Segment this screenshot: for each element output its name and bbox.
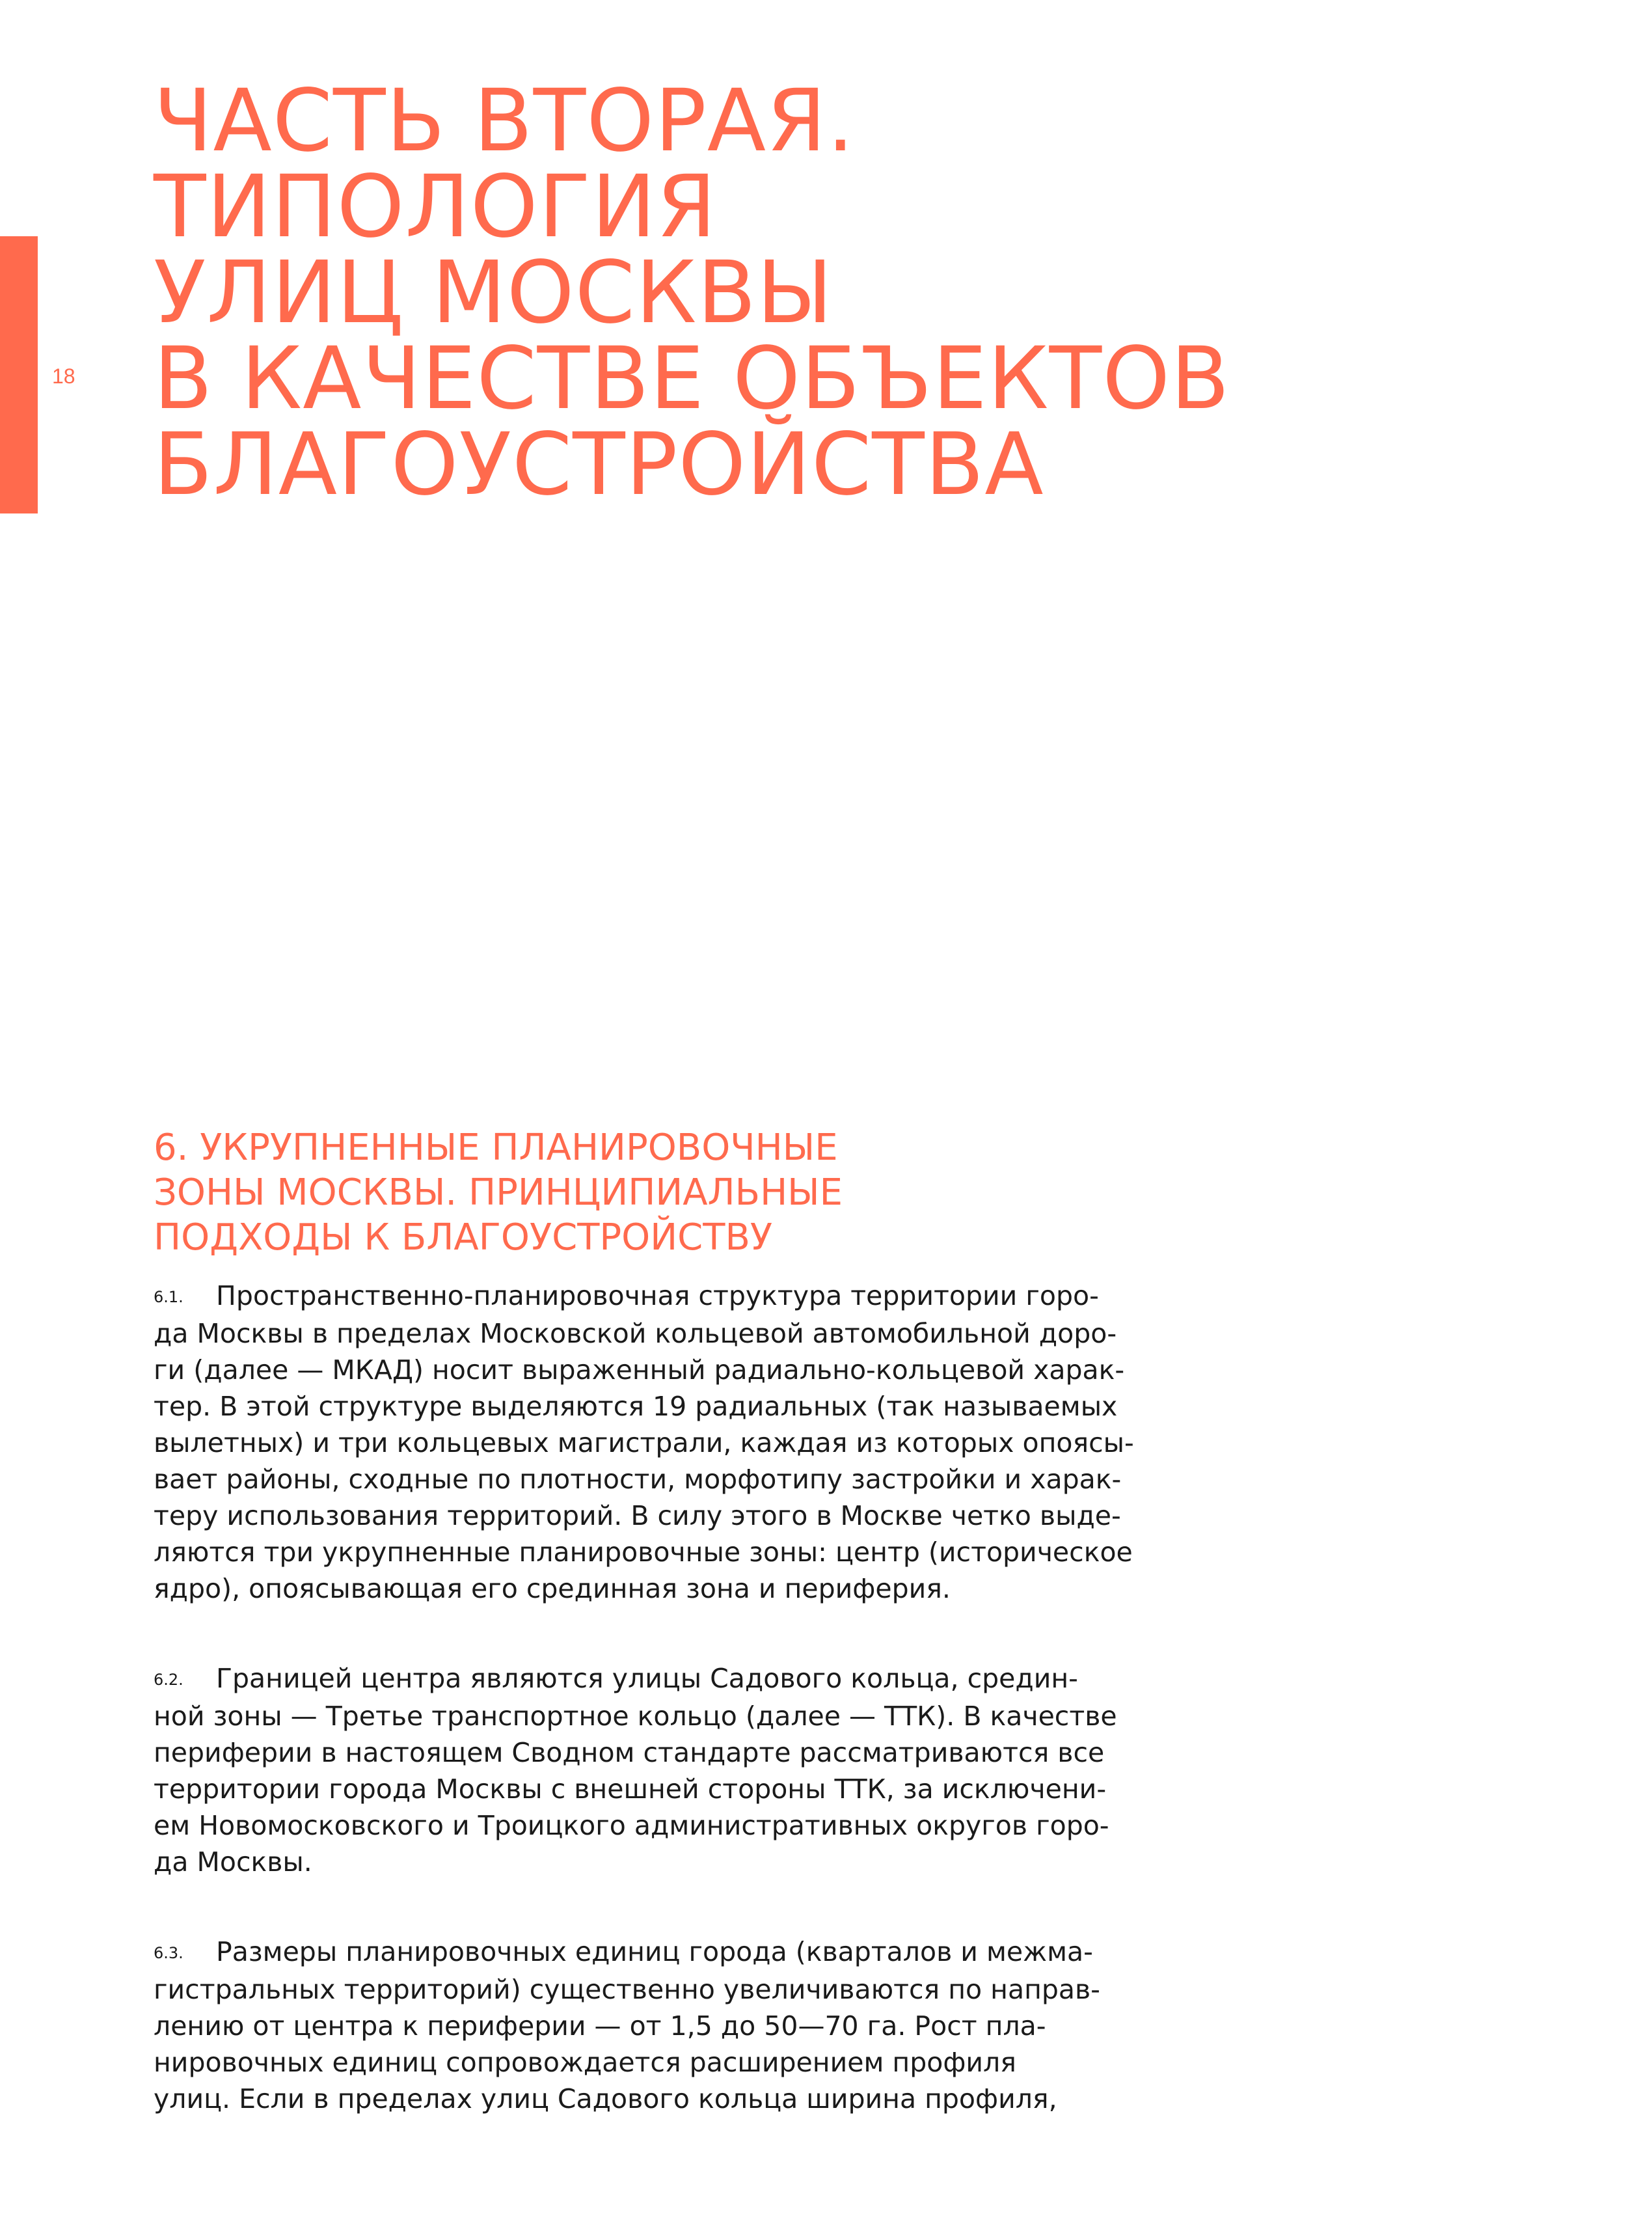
paragraph-6-3 (154, 1934, 1143, 2117)
section-title (154, 1125, 843, 1260)
paragraph-line: улиц. Если в пределах улиц Садового кольца ширина профиля, (154, 2083, 1057, 2114)
body-text (154, 1278, 1143, 2117)
part-title-line: УЛИЦ МОСКВЫ (154, 243, 833, 343)
paragraph-line: 6.2. Границей центра являются улицы Садового кольца, средин- (154, 1660, 1143, 1698)
paragraph-line: 6.1. Пространственно-планировочная структура территории горо- (154, 1278, 1143, 1315)
section-title-line: ПОДХОДЫ К БЛАГОУСТРОЙСТВУ (154, 1216, 772, 1259)
paragraph-line: ги (далее — МКАД) носит выраженный радиально-кольцевой харак- (154, 1354, 1125, 1386)
paragraph-line: вылетных) и три кольцевых магистрали, каждая из которых опоясы- (154, 1427, 1134, 1458)
paragraph-number: 6.1. (154, 1288, 183, 1306)
paragraph-line: лению от центра к периферии — от 1,5 до 50—70 га. Рост пла- (154, 2010, 1046, 2042)
paragraph-line: вает районы, сходные по плотности, морфотипу застройки и харак- (154, 1464, 1122, 1495)
section-title-line: ЗОНЫ МОСКВЫ. ПРИНЦИПИАЛЬНЫЕ (154, 1171, 843, 1214)
paragraph-line: ной зоны — Третье транспортное кольцо (далее — ТТК). В качестве (154, 1701, 1117, 1732)
section-title-line: 6. УКРУПНЕННЫЕ ПЛАНИРОВОЧНЫЕ (154, 1127, 838, 1169)
paragraph-line: да Москвы. (154, 1846, 312, 1878)
paragraph-line: ядро), опоясывающая его срединная зона и периферия. (154, 1573, 951, 1604)
part-title-line: В КАЧЕСТВЕ ОБЪЕКТОВ (154, 329, 1230, 429)
paragraph-line: 6.3. Размеры планировочных единиц города (кварталов и межма- (154, 1934, 1143, 1971)
paragraph-line: территории города Москвы с внешней стороны ТТК, за исключени- (154, 1773, 1107, 1805)
paragraph-6-1 (154, 1278, 1143, 1607)
paragraph-line: да Москвы в пределах Московской кольцевой автомобильной доро- (154, 1318, 1117, 1349)
paragraph-line: теру использования территорий. В силу этого в Москве четко выде- (154, 1500, 1121, 1531)
part-title-line: ТИПОЛОГИЯ (154, 157, 717, 257)
paragraph-line: ем Новомосковского и Троицкого административных округов горо- (154, 1810, 1109, 1841)
paragraph-line: периферии в настоящем Сводном стандарте рассматриваются все (154, 1737, 1105, 1768)
page-number: 18 (52, 364, 75, 388)
paragraph-line: тер. В этой структуре выделяются 19 радиальных (так называемых (154, 1391, 1118, 1422)
part-title-line: ЧАСТЬ ВТОРАЯ. (154, 71, 855, 171)
paragraph-number: 6.3. (154, 1944, 183, 1962)
part-title-line: БЛАГОУСТРОЙСТВА (154, 415, 1044, 515)
part-title (154, 71, 1230, 515)
paragraph-line: гистральных территорий) существенно увеличиваются по направ- (154, 1974, 1100, 2005)
paragraph-6-2 (154, 1660, 1143, 1880)
side-accent-bar (0, 236, 38, 513)
paragraph-number: 6.2. (154, 1671, 183, 1689)
paragraph-line: ляются три укрупненные планировочные зоны: центр (историческое (154, 1537, 1133, 1568)
paragraph-line: нировочных единиц сопровождается расширением профиля (154, 2047, 1016, 2078)
